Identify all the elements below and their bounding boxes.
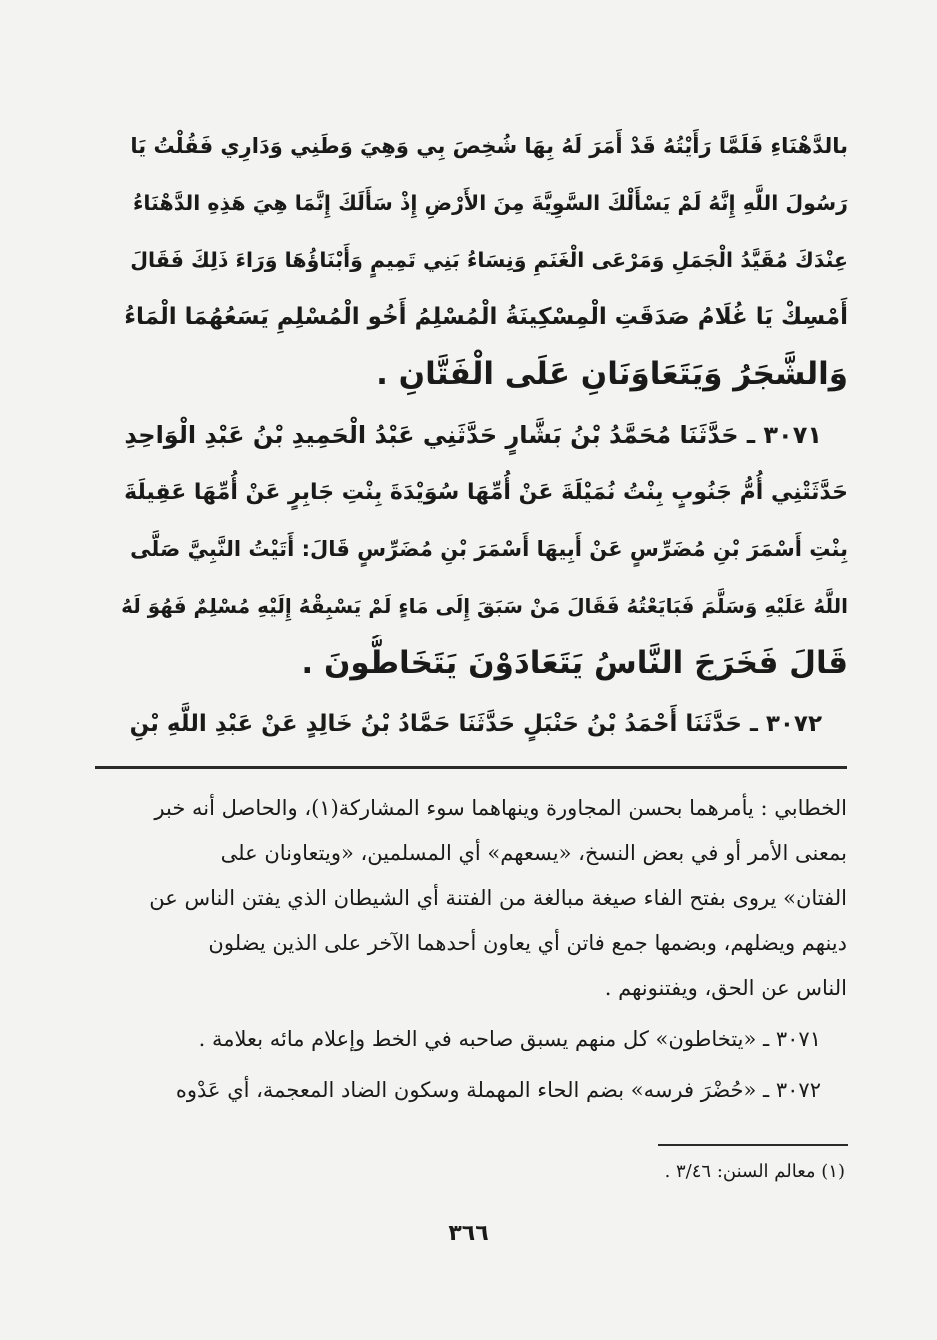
commentary-line: دينهم ويضلهم، وبضمها جمع فاتن أي يعاون أحدهما الآخر على الذين يضلون: [208, 931, 847, 955]
commentary-line: بمعنى الأمر أو في بعض النسخ، «يسعهم» أي المسلمين، «ويتعاونان على: [220, 841, 847, 865]
hadith-line: بِنْتِ أَسْمَرَ بْنِ مُضَرِّسٍ عَنْ أَبِيهَا أَسْمَرَ بْنِ مُضَرِّسٍ قَالَ: أَتَيْتُ النَّبِيَّ صَلَّى: [130, 537, 848, 561]
commentary-line: الناس عن الحق، ويفتنونهم .: [604, 976, 847, 1000]
commentary-footnotes: [95, 786, 847, 1113]
hadith-line: اللَّهُ عَلَيْهِ وَسَلَّمَ فَبَايَعْتُهُ فَقَالَ مَنْ سَبَقَ إِلَى مَاءٍ لَمْ يَسْبِقْهُ إِلَيْهِ مُسْلِمٌ فَهُوَ لَهُ: [121, 594, 848, 618]
hadith-line: بالدَّهْنَاءِ فَلَمَّا رَأَيْتُهُ قَدْ أَمَرَ لَهُ بِهَا شُخِصَ بِي وَهِيَ وَطَنِي وَدَارِي فَقُلْتُ يَا: [130, 134, 848, 158]
page-number: ٣٦٦: [448, 1221, 489, 1246]
hadith-line: عِنْدَكَ مُقَيَّدُ الْجَمَلِ وَمَرْعَى الْغَنَمِ وَنِسَاءُ بَنِي تَمِيمٍ وَأَبْنَاؤُهَا وَرَاءَ ذَلِكَ فَقَالَ: [130, 248, 848, 272]
hadith-line: حَدَّثَتْنِي أُمُّ جَنُوبٍ بِنْتُ نُمَيْلَةَ عَنْ أُمِّهَا سُوَيْدَةَ بِنْتِ جَابِرٍ عَنْ أُمِّهَا عَقِيلَةَ: [124, 480, 848, 505]
commentary-line: الفتان» يروى بفتح الفاء صيغة مبالغة من الفتنة أي الشيطان الذي يفتن الناس عن: [149, 886, 847, 910]
footnote-separator: [95, 766, 847, 769]
hadith-line: رَسُولَ اللَّهِ إِنَّهُ لَمْ يَسْأَلْكَ السَّوِيَّةَ مِنَ الأَرْضِ إِذْ سَأَلَكَ إِنَّمَا هِيَ هَذِهِ الدَّهْنَاءُ: [132, 191, 848, 215]
hadith-line-3071-start: ٣٠٧١ ـ حَدَّثَنَا مُحَمَّدُ بْنُ بَشَّارٍ حَدَّثَنِي عَبْدُ الْحَمِيدِ بْنُ عَبْدِ الْوَاحِدِ: [124, 421, 822, 449]
commentary-line: الخطابي : يأمرهما بحسن المجاورة وينهاهما سوء المشاركة(١)، والحاصل أنه خبر: [154, 796, 847, 820]
hadith-line-3072-start: ٣٠٧٢ ـ حَدَّثَنَا أَحْمَدُ بْنُ حَنْبَلٍ حَدَّثَنَا حَمَّادُ بْنُ خَالِدٍ عَنْ عَبْدِ اللَّهِ بْنِ: [129, 711, 822, 737]
hadith-line: قَالَ فَخَرَجَ النَّاسُ يَتَعَادَوْنَ يَتَخَاطُّونَ .: [301, 645, 848, 681]
reference-separator: [658, 1144, 848, 1146]
hadith-line: وَالشَّجَرُ وَيَتَعَاوَنَانِ عَلَى الْفَتَّانِ .: [376, 356, 848, 392]
commentary-3072: ٣٠٧٢ ـ «حُضْرَ فرسه» بضم الحاء المهملة وسكون الضاد المعجمة، أي عَدْوه: [175, 1078, 821, 1102]
commentary-3071: ٣٠٧١ ـ «يتخاطون» كل منهم يسبق صاحبه في الخط وإعلام مائه بعلامة .: [198, 1027, 821, 1051]
reference-footnote: (١) معالم السنن: ٣/٤٦ .: [664, 1161, 845, 1182]
hadith-line: أَمْسِكْ يَا غُلَامُ صَدَقَتِ الْمِسْكِينَةُ الْمُسْلِمُ أَخُو الْمُسْلِمِ يَسَعُهُمَا الْمَاءُ: [124, 304, 848, 330]
hadith-text: [118, 118, 848, 753]
